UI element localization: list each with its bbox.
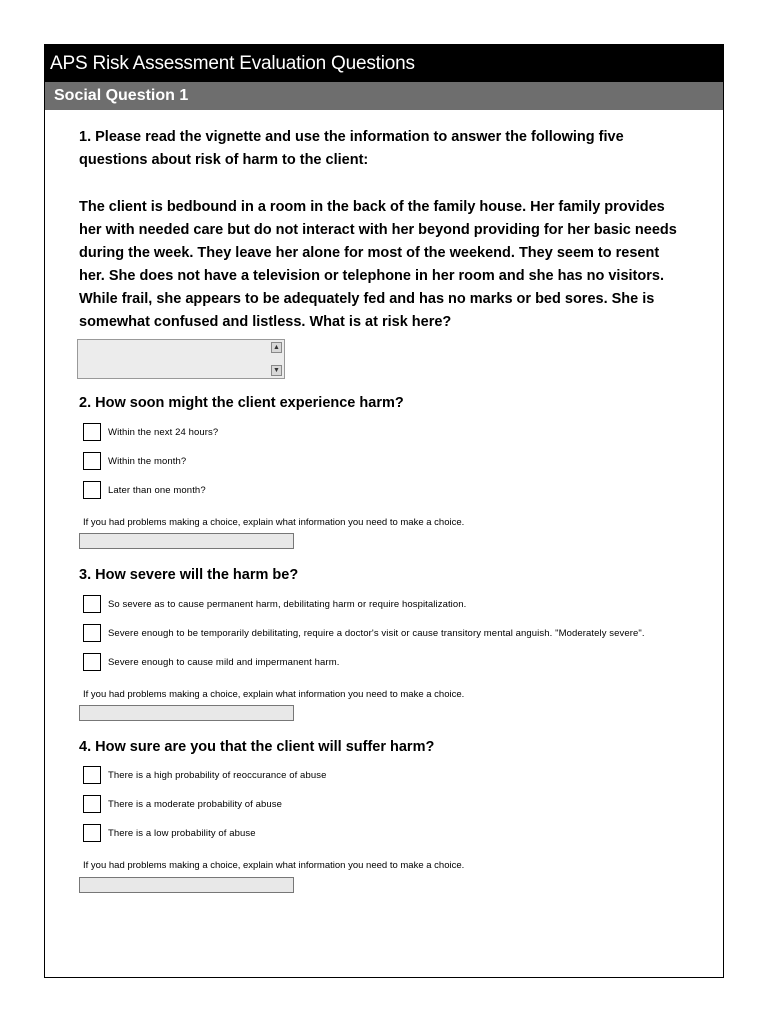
vignette-line: her with needed care but do not interact with her beyond providing for her basic needs bbox=[79, 222, 677, 238]
section-title: Social Question 1 bbox=[45, 82, 723, 110]
question-3-note: If you had problems making a choice, explain what information you need to make a choice. bbox=[83, 689, 465, 700]
question-4-note: If you had problems making a choice, explain what information you need to make a choice. bbox=[83, 860, 465, 871]
option-label: Later than one month? bbox=[108, 485, 206, 496]
question-4-explain-input[interactable] bbox=[79, 877, 294, 893]
question-2-note: If you had problems making a choice, explain what information you need to make a choice. bbox=[83, 517, 465, 528]
checkbox[interactable] bbox=[83, 452, 101, 470]
checkbox[interactable] bbox=[83, 653, 101, 671]
checkbox[interactable] bbox=[83, 423, 101, 441]
vignette-line: her. She does not have a television or telephone in her room and she has no visitors. bbox=[79, 268, 664, 284]
option-label: Within the month? bbox=[108, 456, 187, 467]
checkbox[interactable] bbox=[83, 595, 101, 613]
checkbox[interactable] bbox=[83, 766, 101, 784]
vignette-line: While frail, she appears to be adequately fed and has no marks or bed sores. She is bbox=[79, 291, 655, 307]
vignette-line: The client is bedbound in a room in the back of the family house. Her family provides bbox=[79, 199, 665, 215]
checkbox[interactable] bbox=[83, 624, 101, 642]
question-1-intro-line: 1. Please read the vignette and use the information to answer the following five bbox=[79, 129, 624, 145]
option-label: Within the next 24 hours? bbox=[108, 427, 219, 438]
scroll-up-arrow-icon[interactable]: ▲ bbox=[271, 342, 282, 353]
risk-answer-textarea[interactable] bbox=[77, 339, 285, 379]
option-label: There is a high probability of reoccurance of abuse bbox=[108, 770, 327, 781]
option-label: There is a moderate probability of abuse bbox=[108, 799, 283, 810]
checkbox[interactable] bbox=[83, 824, 101, 842]
scroll-down-arrow-icon[interactable]: ▼ bbox=[271, 365, 282, 376]
question-4: 4. How sure are you that the client will suffer harm? bbox=[79, 739, 435, 755]
vignette bbox=[79, 196, 709, 334]
option-label: Severe enough to be temporarily debilitating, require a doctor's visit or cause transitory mental anguish. "Moderately severe". bbox=[108, 628, 645, 639]
vignette-line: during the week. They leave her alone for most of the weekend. They seem to resent bbox=[79, 245, 660, 261]
vignette-line: somewhat confused and listless. What is at risk here? bbox=[79, 314, 452, 330]
checkbox[interactable] bbox=[83, 481, 101, 499]
question-1-intro-line: questions about risk of harm to the client: bbox=[79, 152, 369, 168]
question-3: 3. How severe will the harm be? bbox=[79, 567, 299, 583]
option-label: Severe enough to cause mild and impermanent harm. bbox=[108, 657, 340, 668]
question-2: 2. How soon might the client experience harm? bbox=[79, 395, 404, 411]
form-frame bbox=[44, 44, 724, 978]
form-title: APS Risk Assessment Evaluation Questions bbox=[45, 45, 723, 82]
option-label: So severe as to cause permanent harm, debilitating harm or require hospitalization. bbox=[108, 599, 467, 610]
question-2-explain-input[interactable] bbox=[79, 533, 294, 549]
checkbox[interactable] bbox=[83, 795, 101, 813]
option-label: There is a low probability of abuse bbox=[108, 828, 256, 839]
question-1-intro bbox=[79, 126, 709, 172]
question-3-explain-input[interactable] bbox=[79, 705, 294, 721]
